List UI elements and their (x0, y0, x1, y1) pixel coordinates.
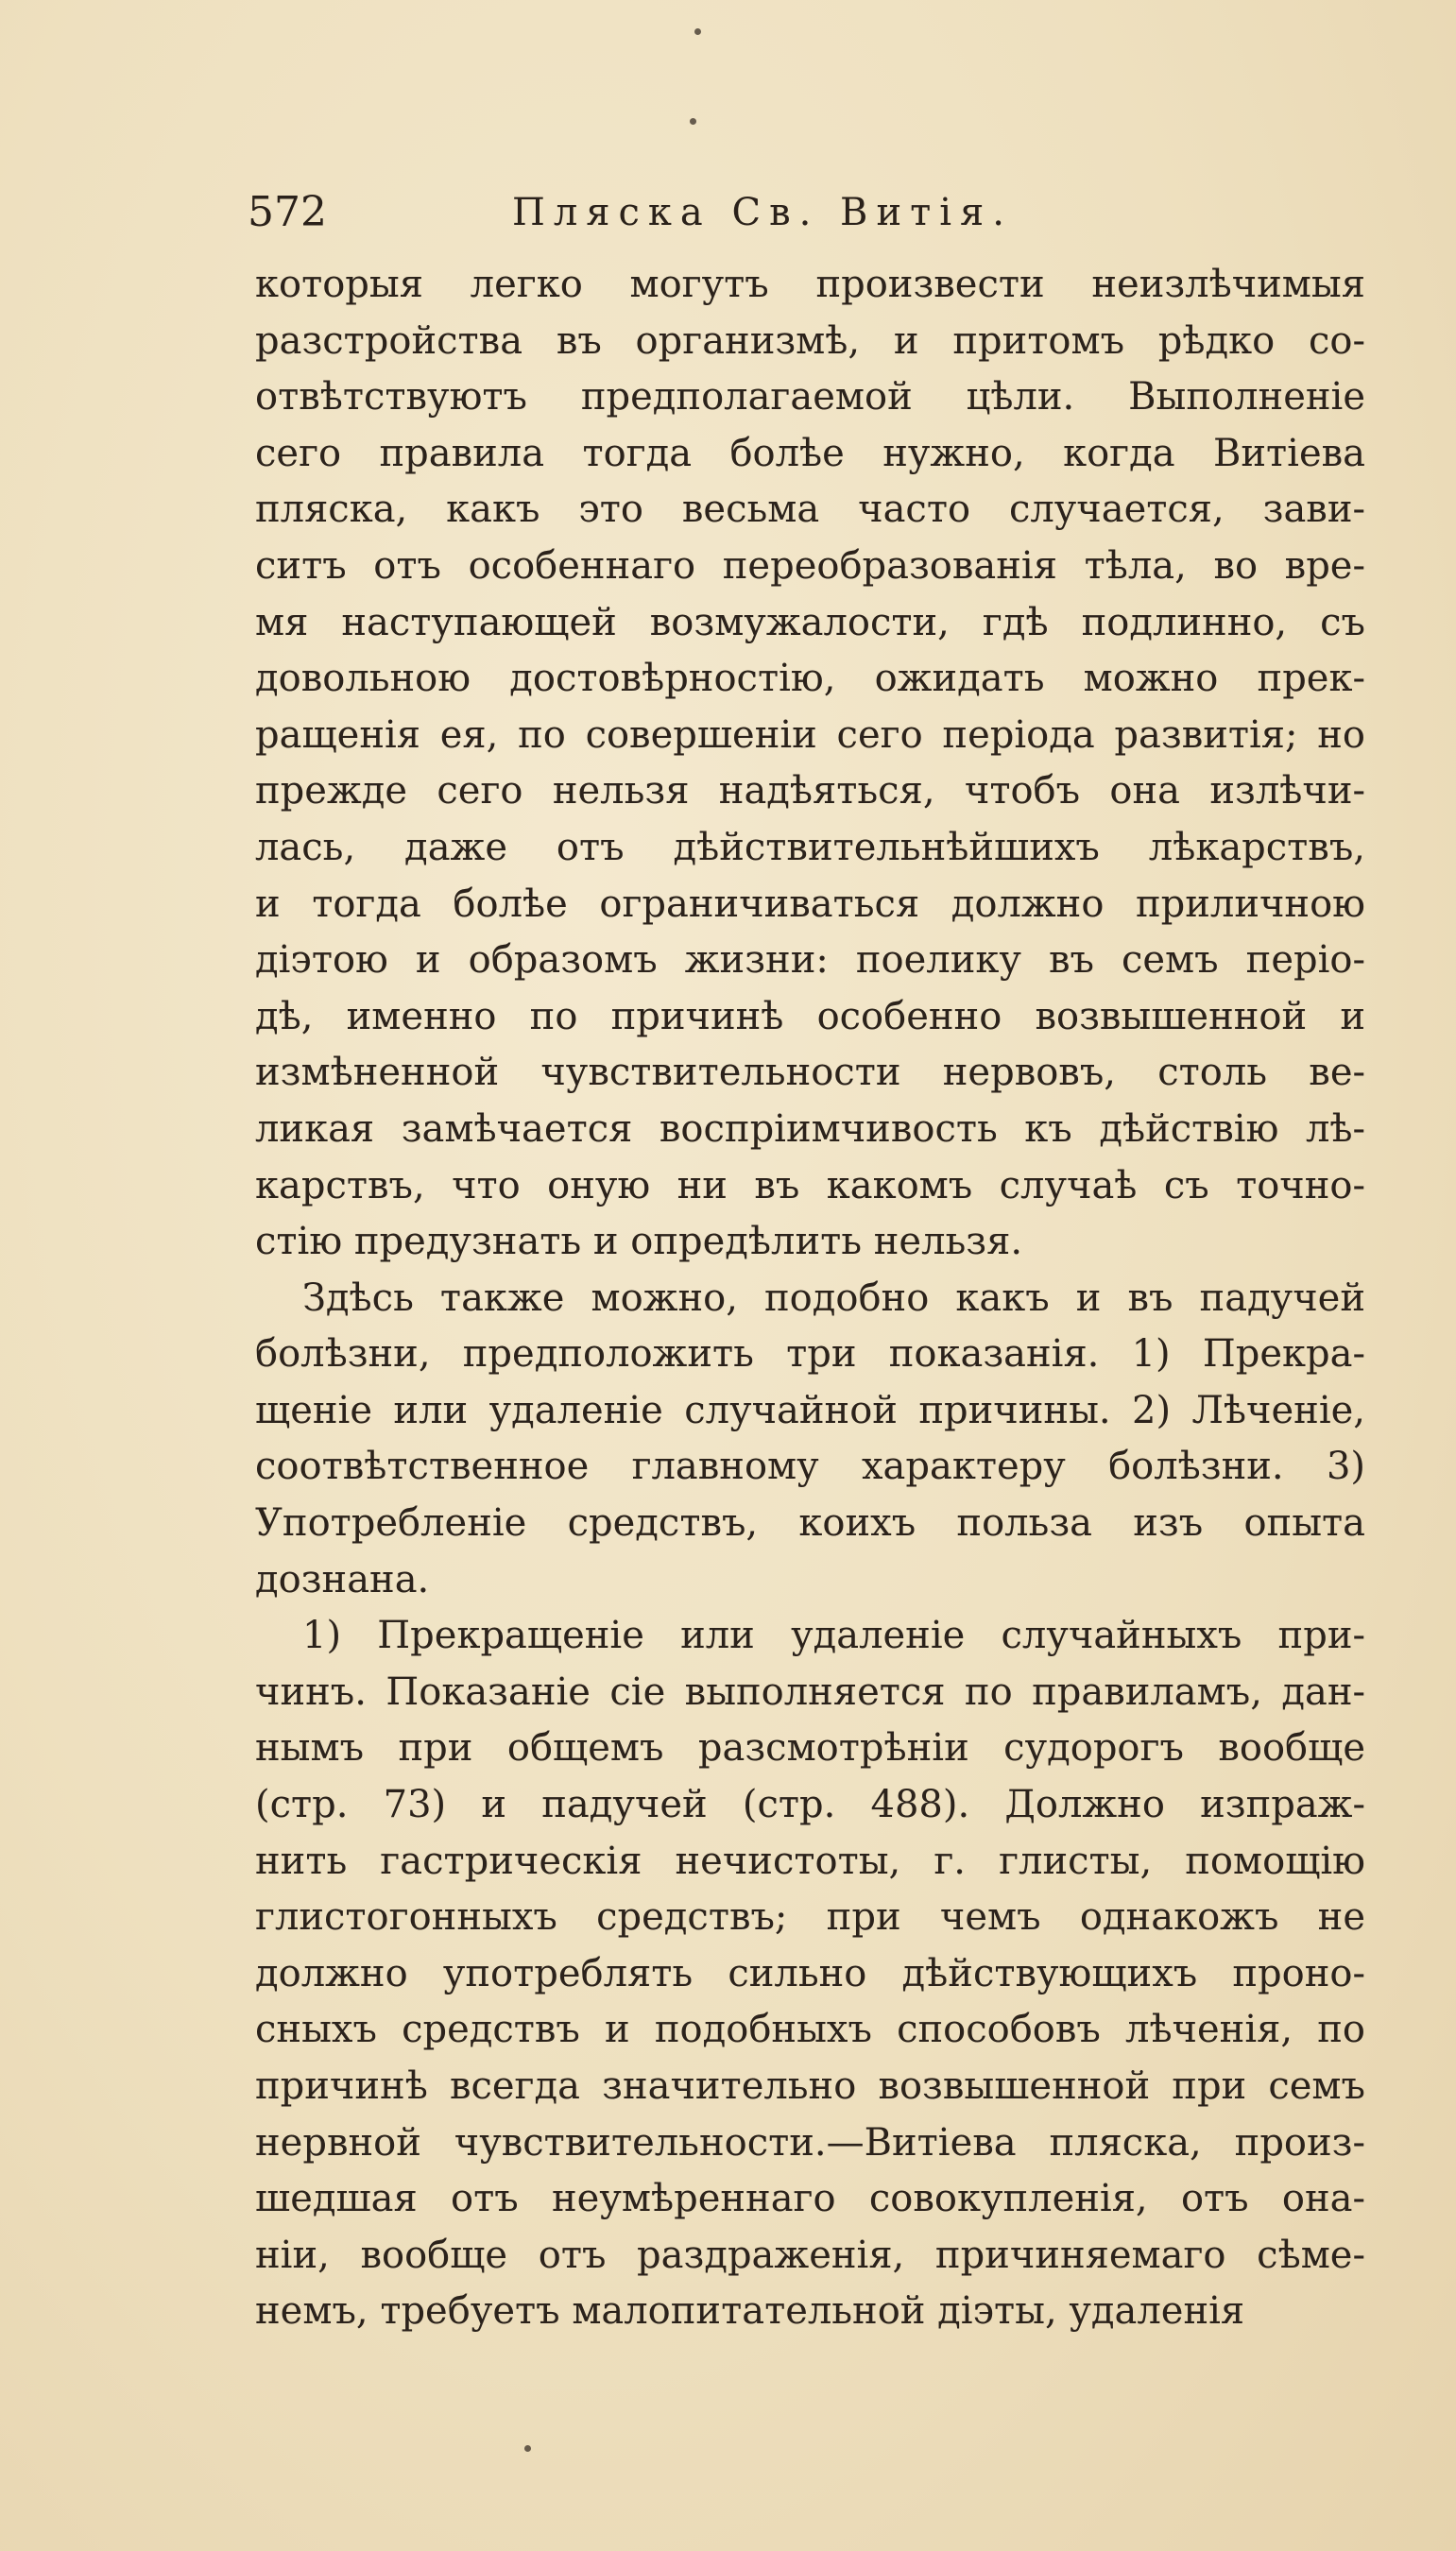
text-line: болѣзни, предположить три показанія. 1) Прекра- (255, 1332, 1365, 1377)
text-line: 1) Прекращеніе или удаленіе случайныхъ при- (302, 1614, 1365, 1658)
ink-speck (690, 118, 696, 125)
text-line: должно употреблять сильно дѣйствующихъ проно- (255, 1951, 1365, 1995)
text-line: сего правила тогда болѣе нужно, когда Витіева (255, 431, 1365, 475)
text-line: карствъ, что оную ни въ какомъ случаѣ съ точно- (255, 1163, 1365, 1207)
text-line: щеніе или удаленіе случайной причины. 2) Лѣченіе, (255, 1388, 1365, 1432)
text-line: дѣ, именно по причинѣ особенно возвышенной и (255, 994, 1365, 1038)
text-line: лась, даже отъ дѣйствительнѣйшихъ лѣкарствъ, (255, 825, 1365, 869)
paragraph (255, 1271, 1365, 1609)
text-line: сныхъ средствъ и подобныхъ способовъ лѣченія, по (255, 2008, 1365, 2052)
text-line: ніи, вообще отъ раздраженія, причиняемаго сѣме- (255, 2233, 1365, 2277)
text-line: пляска, какъ это весьма часто случается, зави- (255, 488, 1365, 532)
text-line: чинъ. Показаніе сіе выполняется по правиламъ, дан- (255, 1669, 1365, 1714)
text-line: Здѣсь также можно, подобно какъ и въ падучей (302, 1276, 1365, 1320)
text-line: нервной чувствительности.—Витіева пляска, произ- (255, 2120, 1365, 2165)
text-line: нымъ при общемъ разсмотрѣніи судорогъ вообще (255, 1726, 1365, 1771)
text-line: мя наступающей возмужалости, гдѣ подлинно, съ (255, 600, 1365, 644)
text-line: довольною достовѣрностію, ожидать можно прек- (255, 657, 1365, 701)
text-line: дознана. (255, 1557, 430, 1601)
text-line: стію предузнать и опредѣлить нельзя. (255, 1220, 1023, 1264)
page-number: 572 (248, 188, 327, 236)
text-line: измѣненной чувствительности нервовъ, столь ве- (255, 1051, 1365, 1095)
text-line: Употребленіе средствъ, коихъ польза изъ опыта (255, 1501, 1365, 1546)
text-line: нить гастрическія нечистоты, г. глисты, помощію (255, 1839, 1365, 1883)
ink-speck (524, 2445, 531, 2452)
page-header (248, 184, 1079, 241)
text-line: ращенія ея, по совершеніи сего періода развитія; но (255, 712, 1365, 757)
running-title: Пляска Св. Витія. (512, 191, 1013, 234)
text-line: прежде сего нельзя надѣяться, чтобъ она излѣчи- (255, 769, 1365, 813)
body-text (255, 257, 1365, 2340)
paragraph (255, 1608, 1365, 2340)
text-line: причинѣ всегда значительно возвышенной при семъ (255, 2064, 1365, 2108)
ink-speck (694, 28, 701, 35)
text-line: глистогонныхъ средствъ; при чемъ однакожъ не (255, 1895, 1365, 1940)
text-line: немъ, требуетъ малопитательной діэты, удаленія (255, 2289, 1245, 2334)
text-line: разстройства въ организмѣ, и притомъ рѣдко со- (255, 318, 1365, 363)
text-line: шедшая отъ неумѣреннаго совокупленія, отъ она- (255, 2177, 1365, 2221)
text-line: ситъ отъ особеннаго переобразованія тѣла, во вре- (255, 543, 1365, 588)
text-line: ликая замѣчается воспріимчивость къ дѣйствію лѣ- (255, 1106, 1365, 1151)
text-line: (стр. 73) и падучей (стр. 488). Должно изпраж- (255, 1783, 1365, 1827)
text-line: отвѣтствуютъ предполагаемой цѣли. Выполненіе (255, 375, 1365, 419)
text-line: и тогда болѣе ограничиваться должно приличною (255, 882, 1365, 926)
text-line: соотвѣтственное главному характеру болѣзни. 3) (255, 1445, 1365, 1489)
text-line: которыя легко могутъ произвести неизлѣчимыя (255, 263, 1365, 306)
text-line: діэтою и образомъ жизни: поелику въ семъ періо- (255, 938, 1365, 983)
paragraph (255, 257, 1365, 1271)
